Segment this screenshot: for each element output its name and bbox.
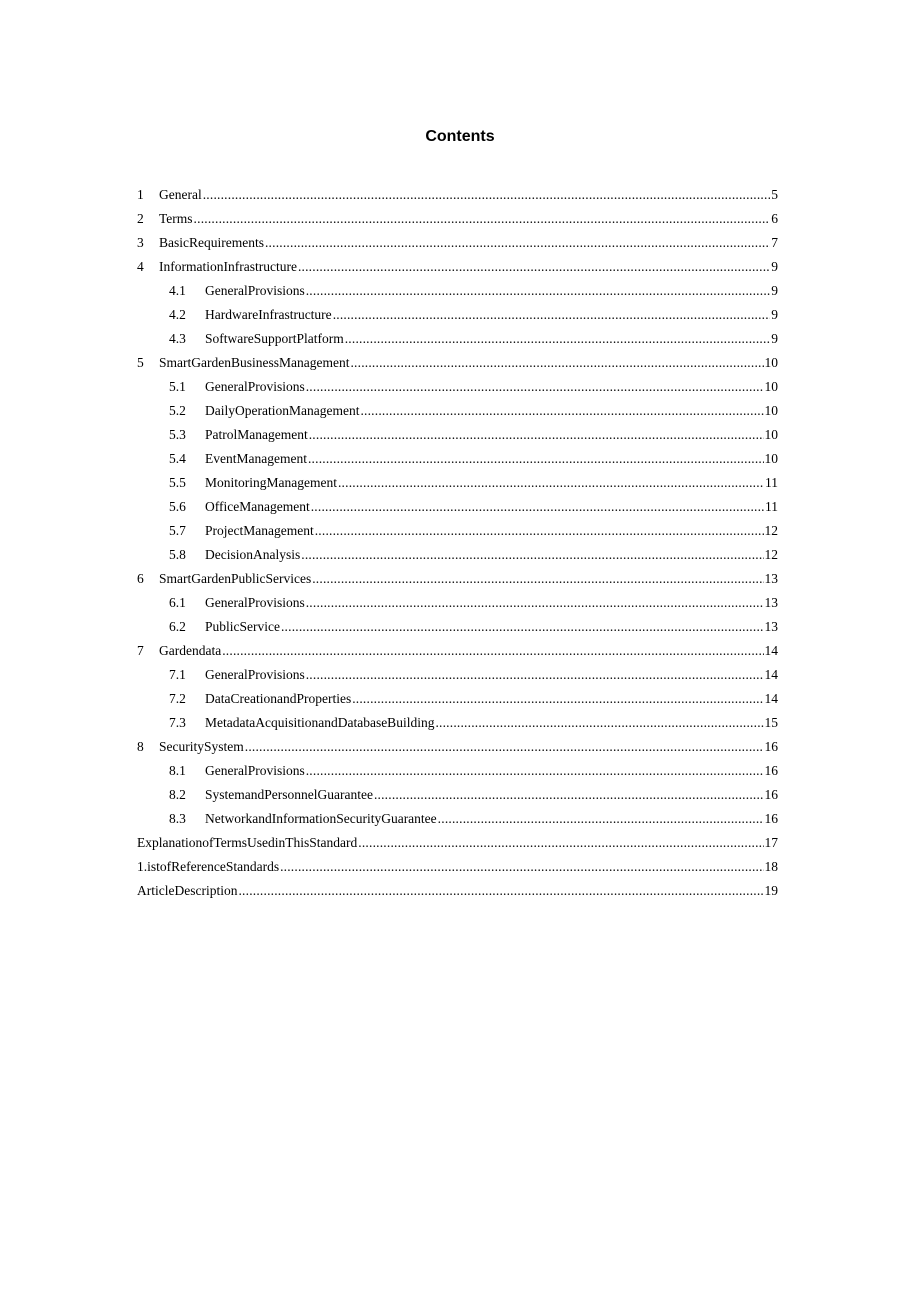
- toc-entry-number: 4.1: [169, 283, 186, 298]
- toc-entry-number: 4.3: [169, 331, 186, 346]
- toc-entry[interactable]: [137, 207, 778, 231]
- toc-entry[interactable]: [137, 687, 778, 711]
- toc-entry-page-number: 7: [771, 235, 778, 250]
- toc-entry-number: 5.8: [169, 547, 186, 562]
- toc-entry-number: 6: [137, 571, 144, 586]
- toc-entry[interactable]: [137, 495, 778, 519]
- toc-entry-title: GeneralProvisions: [205, 283, 305, 298]
- toc-entry-title: DecisionAnalysis: [205, 547, 301, 562]
- toc-entry-title: ProjectManagement: [205, 523, 314, 538]
- toc-entry[interactable]: [137, 399, 778, 423]
- toc-entry[interactable]: [137, 471, 778, 495]
- toc-entry-page-number: 16: [764, 763, 778, 778]
- dot-leader: [345, 327, 771, 351]
- toc-entry-page-number: 16: [764, 787, 778, 802]
- toc-entry-title: DataCreationandProperties: [205, 691, 352, 706]
- toc-entry-title: MetadataAcquisitionandDatabaseBuilding: [205, 715, 435, 730]
- toc-entry[interactable]: [137, 735, 778, 759]
- toc-entry-title: OfficeManagement: [205, 499, 310, 514]
- toc-entry-number: 3: [137, 235, 144, 250]
- dot-leader: [350, 351, 763, 375]
- toc-entry-page-number: 9: [771, 283, 778, 298]
- toc-entry-number: 5.6: [169, 499, 186, 514]
- toc-entry[interactable]: [137, 231, 778, 255]
- toc-entry[interactable]: [137, 711, 778, 735]
- toc-entry-page-number: 17: [764, 835, 778, 850]
- toc-entry-page-number: 6: [771, 211, 778, 226]
- toc-entry-page-number: 16: [764, 739, 778, 754]
- toc-entry-title: MonitoringManagement: [205, 475, 337, 490]
- toc-entry-number: 5.4: [169, 451, 186, 466]
- toc-entry-number: 7.2: [169, 691, 186, 706]
- dot-leader: [194, 207, 771, 231]
- toc-entry-number: 7.3: [169, 715, 186, 730]
- toc-entry-page-number: 10: [764, 379, 778, 394]
- dot-leader: [281, 615, 764, 639]
- toc-entry-number: 5.5: [169, 475, 186, 490]
- toc-entry[interactable]: [137, 879, 778, 903]
- toc-entry-title: GeneralProvisions: [205, 763, 305, 778]
- dot-leader: [312, 567, 763, 591]
- page-title: Contents: [425, 128, 495, 145]
- toc-entry[interactable]: [137, 303, 778, 327]
- toc-entry-title: SystemandPersonnelGuarantee: [205, 787, 373, 802]
- dot-leader: [308, 447, 764, 471]
- toc-entry-title: Gardendata: [159, 643, 222, 658]
- toc-entry-page-number: 12: [764, 523, 778, 538]
- toc-entry-number: 5.3: [169, 427, 186, 442]
- dot-leader: [306, 375, 764, 399]
- toc-entry[interactable]: [137, 351, 778, 375]
- dot-leader: [333, 303, 771, 327]
- toc-entry[interactable]: [137, 519, 778, 543]
- toc-entry-number: 5: [137, 355, 144, 370]
- toc-entry-page-number: 9: [771, 259, 778, 274]
- toc-entry-title: GeneralProvisions: [205, 595, 305, 610]
- table-of-contents: [137, 183, 778, 903]
- toc-entry-page-number: 11: [765, 499, 778, 514]
- toc-entry-page-number: 13: [764, 595, 778, 610]
- toc-entry-title: SmartGardenPublicServices: [159, 571, 312, 586]
- toc-entry-page-number: 10: [764, 403, 778, 418]
- dot-leader: [358, 831, 763, 855]
- toc-entry-page-number: 13: [764, 571, 778, 586]
- toc-entry-page-number: 15: [764, 715, 778, 730]
- toc-entry-title: PatrolManagement: [205, 427, 308, 442]
- dot-leader: [238, 879, 763, 903]
- toc-entry[interactable]: [137, 255, 778, 279]
- toc-entry-page-number: 10: [764, 451, 778, 466]
- toc-entry-title: ExplanationofTermsUsedinThisStandard: [137, 835, 358, 850]
- toc-entry-number: 6.2: [169, 619, 186, 634]
- toc-entry-number: 7.1: [169, 667, 186, 682]
- toc-entry-number: 4.2: [169, 307, 186, 322]
- toc-entry[interactable]: [137, 615, 778, 639]
- toc-entry-number: 4: [137, 259, 144, 274]
- toc-entry[interactable]: [137, 855, 778, 879]
- toc-entry[interactable]: [137, 375, 778, 399]
- toc-entry-title: BasicRequirements: [159, 235, 264, 250]
- toc-entry[interactable]: [137, 279, 778, 303]
- toc-entry-number: 7: [137, 643, 144, 658]
- toc-entry-number: 8.2: [169, 787, 186, 802]
- dot-leader: [298, 255, 770, 279]
- dot-leader: [315, 519, 764, 543]
- dot-leader: [435, 711, 763, 735]
- dot-leader: [360, 399, 763, 423]
- toc-entry-title: HardwareInfrastructure: [205, 307, 332, 322]
- toc-entry-page-number: 14: [764, 667, 778, 682]
- toc-entry-page-number: 11: [765, 475, 778, 490]
- toc-entry-number: 8.3: [169, 811, 186, 826]
- toc-entry-page-number: 5: [771, 187, 778, 202]
- toc-entry-title: EventManagement: [205, 451, 307, 466]
- toc-entry-number: 8.1: [169, 763, 186, 778]
- toc-entry-number: 1: [137, 187, 144, 202]
- dot-leader: [265, 231, 770, 255]
- toc-entry-page-number: 14: [764, 691, 778, 706]
- toc-entry-page-number: 9: [771, 331, 778, 346]
- dot-leader: [306, 591, 764, 615]
- toc-entry[interactable]: [137, 663, 778, 687]
- toc-entry-title: NetworkandInformationSecurityGuarantee: [205, 811, 437, 826]
- toc-entry[interactable]: [137, 591, 778, 615]
- toc-entry-page-number: 16: [764, 811, 778, 826]
- toc-entry-number: 5.7: [169, 523, 186, 538]
- toc-entry-title: SecuritySystem: [159, 739, 244, 754]
- toc-entry-number: 2: [137, 211, 144, 226]
- dot-leader: [306, 759, 764, 783]
- dot-leader: [280, 855, 763, 879]
- toc-entry-title: Terms: [159, 211, 193, 226]
- toc-entry[interactable]: [137, 447, 778, 471]
- toc-entry-number: 5.1: [169, 379, 186, 394]
- dot-leader: [309, 423, 764, 447]
- toc-entry-page-number: 9: [771, 307, 778, 322]
- toc-entry[interactable]: [137, 783, 778, 807]
- toc-entry-number: 6.1: [169, 595, 186, 610]
- dot-leader: [245, 735, 764, 759]
- toc-entry-title: 1.istofReferenceStandards: [137, 859, 280, 874]
- toc-entry-page-number: 13: [764, 619, 778, 634]
- dot-leader: [306, 663, 764, 687]
- toc-entry[interactable]: [137, 327, 778, 351]
- toc-entry-title: SoftwareSupportPlatform: [205, 331, 344, 346]
- toc-entry-page-number: 14: [764, 643, 778, 658]
- toc-entry[interactable]: [137, 759, 778, 783]
- dot-leader: [338, 471, 764, 495]
- toc-entry-title: DailyOperationManagement: [205, 403, 360, 418]
- toc-entry-page-number: 10: [764, 427, 778, 442]
- toc-entry-number: 8: [137, 739, 144, 754]
- toc-entry-title: SmartGardenBusinessManagement: [159, 355, 350, 370]
- toc-entry[interactable]: [137, 543, 778, 567]
- toc-entry-title: General: [159, 187, 202, 202]
- toc-entry-title: GeneralProvisions: [205, 379, 305, 394]
- toc-entry-page-number: 10: [764, 355, 778, 370]
- toc-entry-number: 5.2: [169, 403, 186, 418]
- toc-entry-title: InformationInfrastructure: [159, 259, 297, 274]
- toc-entry-page-number: 18: [764, 859, 778, 874]
- dot-leader: [301, 543, 763, 567]
- dot-leader: [374, 783, 764, 807]
- dot-leader: [438, 807, 764, 831]
- toc-entry-page-number: 19: [764, 883, 778, 898]
- toc-entry[interactable]: [137, 423, 778, 447]
- toc-entry[interactable]: [137, 807, 778, 831]
- toc-entry-title: PublicService: [205, 619, 280, 634]
- dot-leader: [311, 495, 764, 519]
- toc-entry-page-number: 12: [764, 547, 778, 562]
- toc-entry-title: ArticleDescription: [137, 883, 238, 898]
- dot-leader: [306, 279, 771, 303]
- toc-entry[interactable]: [137, 567, 778, 591]
- toc-entry-title: GeneralProvisions: [205, 667, 305, 682]
- toc-entry[interactable]: [137, 831, 778, 855]
- dot-leader: [222, 639, 763, 663]
- toc-entry[interactable]: [137, 639, 778, 663]
- toc-entry[interactable]: [137, 183, 778, 207]
- dot-leader: [203, 183, 771, 207]
- dot-leader: [352, 687, 763, 711]
